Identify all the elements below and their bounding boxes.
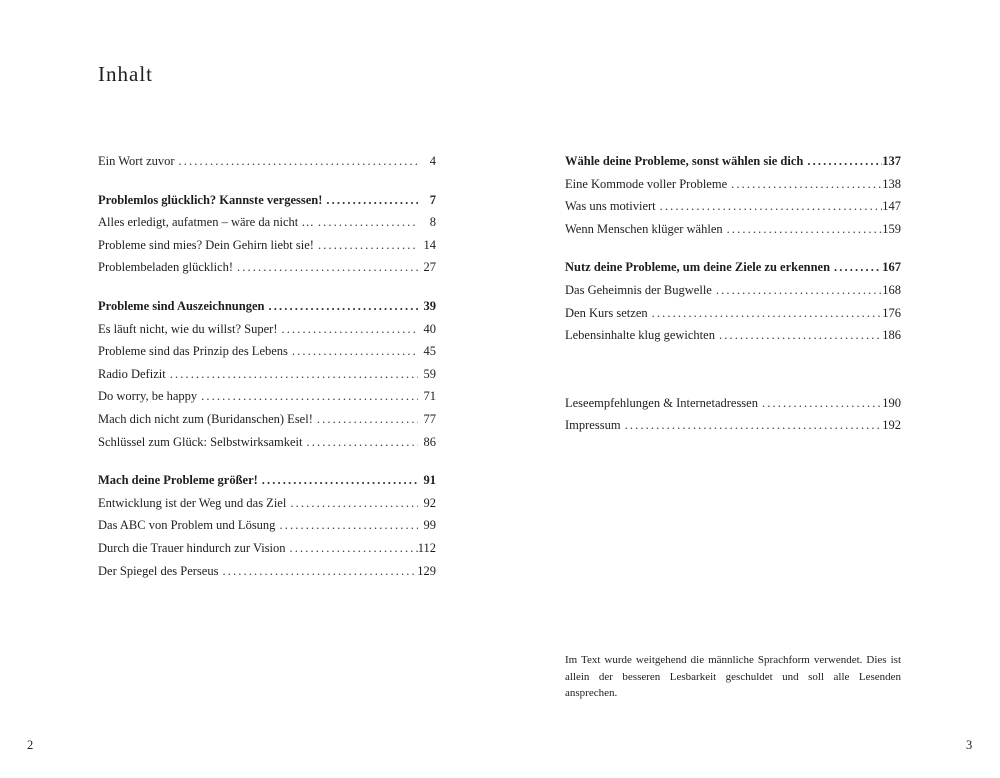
toc-entry <box>98 318 436 341</box>
toc-entry-page-number: 7 <box>429 192 436 207</box>
toc-entry-title: Probleme sind das Prinzip des Lebens <box>98 344 288 359</box>
toc-entry-page-number: 40 <box>423 321 436 336</box>
toc-entry <box>98 211 436 234</box>
toc-entry <box>565 302 901 325</box>
toc-entry <box>565 279 901 302</box>
toc-chapter-entry <box>565 256 901 279</box>
toc-entry-title: Wenn Menschen klüger wählen <box>565 221 723 236</box>
toc-entry-title: Eine Kommode voller Probleme <box>565 176 728 191</box>
toc-entry-title: Der Spiegel des Perseus <box>98 563 219 578</box>
toc-entry-title: Was uns motiviert <box>565 199 656 214</box>
toc-entry-page-number: 4 <box>429 154 436 168</box>
toc-entry-title: Radio Defizit <box>98 366 166 381</box>
toc-entry-title: Den Kurs setzen <box>565 305 648 320</box>
toc-entry-title: Durch die Trauer hindurch zur Vision <box>98 540 286 555</box>
toc-entry-title: Probleme sind mies? Dein Gehirn liebt sie! <box>98 237 314 252</box>
toc-entry-title: Lebensinhalte klug gewichten <box>565 328 715 343</box>
dot-leader <box>303 431 419 454</box>
toc-entry <box>98 408 436 431</box>
toc-entry-title: Probleme sind Auszeichnungen <box>98 298 265 313</box>
toc-entry-title: Das ABC von Problem und Lösung <box>98 518 276 533</box>
dot-leader <box>715 324 882 347</box>
toc-entry <box>98 234 436 257</box>
dot-leader <box>277 318 418 341</box>
toc-entry <box>565 195 901 218</box>
toc-chapter-entry <box>98 189 436 212</box>
toc-entry-page-number: 27 <box>423 260 436 275</box>
toc-entry-page-number: 71 <box>423 389 436 404</box>
toc-entry <box>565 414 901 437</box>
dot-leader <box>313 408 418 431</box>
toc-entry-page-number: 159 <box>882 221 901 236</box>
toc-entry-page-number: 92 <box>423 495 436 510</box>
toc-entry-page-number: 168 <box>882 282 901 297</box>
toc-entry <box>98 363 436 386</box>
toc-entry <box>98 492 436 515</box>
dot-leader <box>727 173 882 196</box>
toc-entry-page-number: 147 <box>882 199 901 214</box>
toc-entry-title: Impressum <box>565 418 621 433</box>
toc-entry-page-number: 167 <box>882 260 901 275</box>
dot-leader <box>233 256 418 279</box>
toc-entry-title: Leseempfehlungen & Internetadressen <box>565 395 758 410</box>
dot-leader <box>723 218 883 241</box>
dot-leader <box>275 514 418 537</box>
toc-entry-title: Alles erledigt, aufatmen – wäre da nicht … <box>98 215 314 230</box>
dot-leader <box>218 560 417 583</box>
toc-entry-title: Do worry, be happy <box>98 389 198 404</box>
toc-entry <box>565 324 901 347</box>
toc-entry-title: Schlüssel zum Glück: Selbstwirksamkeit <box>98 434 303 449</box>
toc-entry-page-number: 176 <box>882 305 901 320</box>
dot-leader <box>656 195 883 218</box>
toc-entry-page-number: 14 <box>423 237 436 252</box>
toc-entry-title: Das Geheimnis der Bugwelle <box>565 282 712 297</box>
dot-leader <box>166 363 418 386</box>
toc-entry-page-number: 129 <box>417 563 436 578</box>
dot-leader <box>286 537 418 560</box>
toc-entry-page-number: 91 <box>423 473 436 488</box>
toc-entry-page-number: 192 <box>882 418 901 433</box>
toc-entry-page-number: 39 <box>423 298 436 313</box>
dot-leader <box>264 295 418 318</box>
toc-entry <box>98 514 436 537</box>
toc-entry-title: Wähle deine Probleme, sonst wählen sie dich <box>565 154 804 168</box>
toc-entry-title: Problembeladen glücklich! <box>98 260 234 275</box>
toc-chapter-entry <box>98 469 436 492</box>
toc-entry-title: Mach deine Probleme größer! <box>98 473 258 488</box>
dot-leader <box>830 256 882 279</box>
dot-leader <box>197 385 418 408</box>
language-note: Im Text wurde weitgehend die männliche Sprachform verwendet. Dies ist allein der besseren Lesbarkeit geschuldet und soll alle Lesenden ansprechen. <box>565 654 901 699</box>
dot-leader <box>803 150 882 173</box>
dot-leader <box>258 469 418 492</box>
dot-leader <box>286 492 418 515</box>
toc-entry <box>98 537 436 560</box>
toc-entry <box>98 560 436 583</box>
toc-entry <box>565 218 901 241</box>
dot-leader <box>175 150 418 173</box>
toc-entry-page-number: 8 <box>429 215 436 230</box>
toc-entry-title: Mach dich nicht zum (Buridanschen) Esel! <box>98 411 313 426</box>
toc-entry-page-number: 45 <box>423 344 436 359</box>
toc-entry-title: Ein Wort zuvor <box>98 154 175 168</box>
toc-entry-page-number: 190 <box>882 395 901 410</box>
dot-leader <box>288 340 418 363</box>
dot-leader <box>314 211 418 234</box>
toc-entry-page-number: 137 <box>882 154 901 168</box>
toc-entry <box>565 392 901 415</box>
page-title: Inhalt <box>98 62 153 86</box>
toc-entry-page-number: 77 <box>423 411 436 426</box>
toc-entry <box>98 150 436 173</box>
toc-chapter-entry <box>565 150 901 173</box>
dot-leader <box>758 392 882 415</box>
toc-chapter-entry <box>98 295 436 318</box>
toc-entry-title: Problemlos glücklich? Kannste vergessen! <box>98 192 323 207</box>
toc-entry-page-number: 138 <box>882 176 901 191</box>
dot-leader <box>322 189 418 212</box>
toc-entry <box>98 256 436 279</box>
toc-entry-page-number: 99 <box>423 518 436 533</box>
toc-entry <box>98 385 436 408</box>
toc-entry-page-number: 86 <box>423 434 436 449</box>
toc-entry-title: Entwicklung ist der Weg und das Ziel <box>98 495 287 510</box>
toc-left-column <box>98 150 436 582</box>
toc-entry-page-number: 112 <box>417 540 436 555</box>
page-number-right: 3 <box>966 738 973 752</box>
toc-entry <box>98 340 436 363</box>
dot-leader <box>648 302 883 325</box>
page-number-left: 2 <box>27 738 34 752</box>
toc-entry-title: Nutz deine Probleme, um deine Ziele zu erkennen <box>565 260 831 275</box>
toc-entry <box>98 431 436 454</box>
dot-leader <box>712 279 882 302</box>
toc-entry <box>565 173 901 196</box>
dot-leader <box>621 414 883 437</box>
toc-entry-page-number: 186 <box>882 328 901 343</box>
toc-right-column <box>565 150 901 437</box>
toc-entry-title: Es läuft nicht, wie du willst? Super! <box>98 321 278 336</box>
dot-leader <box>314 234 418 257</box>
toc-entry-page-number: 59 <box>423 366 436 381</box>
